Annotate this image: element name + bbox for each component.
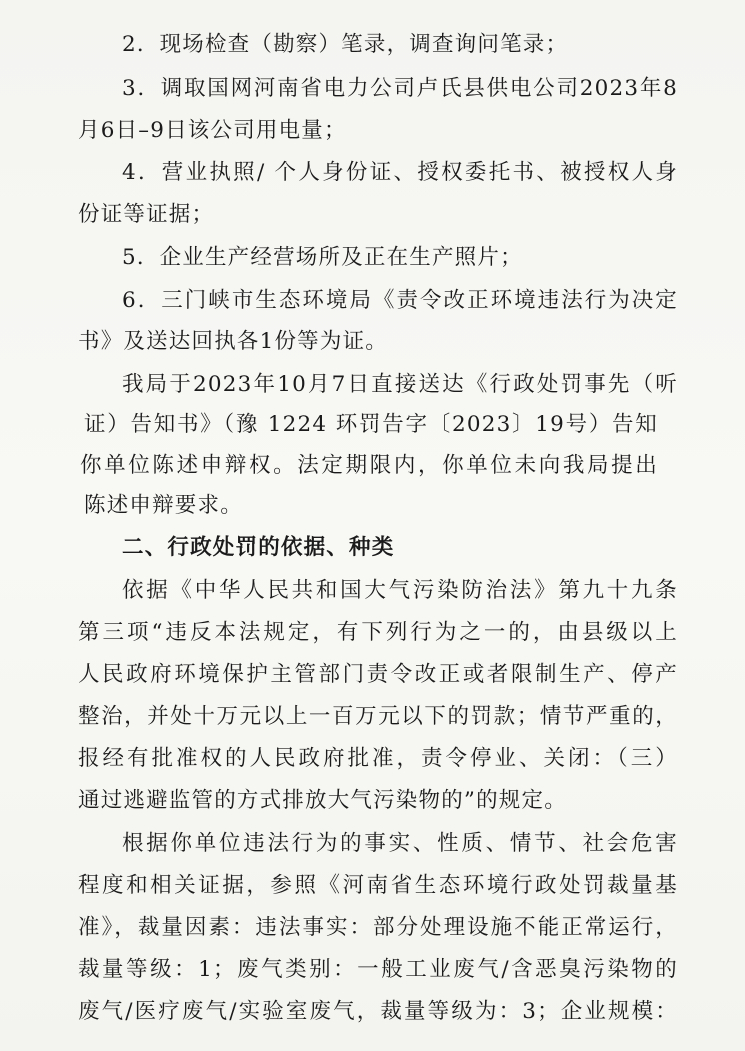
discretion-paragraph-line-1: 根据你单位违法行为的事实、性质、情节、社会危害 bbox=[122, 831, 678, 856]
evidence-item-6-line-2: 书》及送达回执各1份等为证。 bbox=[78, 329, 388, 354]
notice-paragraph-line-2: 证）告知书》（豫 1224 环罚告字〔2023〕19号）告知 bbox=[84, 412, 658, 437]
evidence-item-4-line-1: 4．营业执照/ 个人身份证、授权委托书、被授权人身 bbox=[122, 160, 678, 185]
discretion-paragraph-line-2: 程度和相关证据，参照《河南省生态环境行政处罚裁量基 bbox=[78, 873, 678, 898]
evidence-item-4-line-2: 份证等证据； bbox=[78, 202, 215, 227]
basis-paragraph-line-2: 第三项“违反本法规定，有下列行为之一的，由县级以上 bbox=[78, 620, 678, 645]
basis-paragraph-line-4: 整治，并处十万元以上一百万元以下的罚款；情节严重的， bbox=[78, 704, 678, 729]
basis-paragraph-line-6: 通过逃避监管的方式排放大气污染物的”的规定。 bbox=[78, 788, 567, 813]
notice-paragraph-line-4: 陈述申辩要求。 bbox=[84, 493, 243, 518]
evidence-item-3-line-1: 3．调取国网河南省电力公司卢氏县供电公司2023年8 bbox=[122, 76, 678, 101]
basis-paragraph-line-1: 依据《中华人民共和国大气污染防治法》第九十九条 bbox=[122, 578, 678, 603]
discretion-paragraph-line-5: 废气/医疗废气/实验室废气，裁量等级为：3；企业规模： bbox=[78, 999, 678, 1024]
basis-paragraph-line-5: 报经有批准权的人民政府批准，责令停业、关闭：（三） bbox=[78, 746, 678, 771]
evidence-item-5: 5．企业生产经营场所及正在生产照片； bbox=[122, 245, 523, 270]
evidence-item-2: 2．现场检查（勘察）笔录，调查询问笔录； bbox=[122, 32, 569, 57]
evidence-item-6-line-1: 6．三门峡市生态环境局《责令改正环境违法行为决定 bbox=[122, 288, 678, 313]
basis-paragraph-line-3: 人民政府环境保护主管部门责令改正或者限制生产、停产 bbox=[78, 662, 678, 687]
section-heading-basis: 二、行政处罚的依据、种类 bbox=[122, 535, 395, 560]
notice-paragraph-line-3: 你单位陈述申辩权。法定期限内，你单位未向我局提出 bbox=[80, 453, 658, 478]
evidence-item-3-line-2: 月6日–9日该公司用电量； bbox=[78, 118, 347, 143]
discretion-paragraph-line-4: 裁量等级：1；废气类别：一般工业废气/含恶臭污染物的 bbox=[78, 957, 678, 982]
notice-paragraph-line-1: 我局于2023年10月7日直接送达《行政处罚事先（听 bbox=[122, 372, 678, 397]
discretion-paragraph-line-3: 准》，裁量因素：违法事实：部分处理设施不能正常运行， bbox=[78, 915, 678, 940]
